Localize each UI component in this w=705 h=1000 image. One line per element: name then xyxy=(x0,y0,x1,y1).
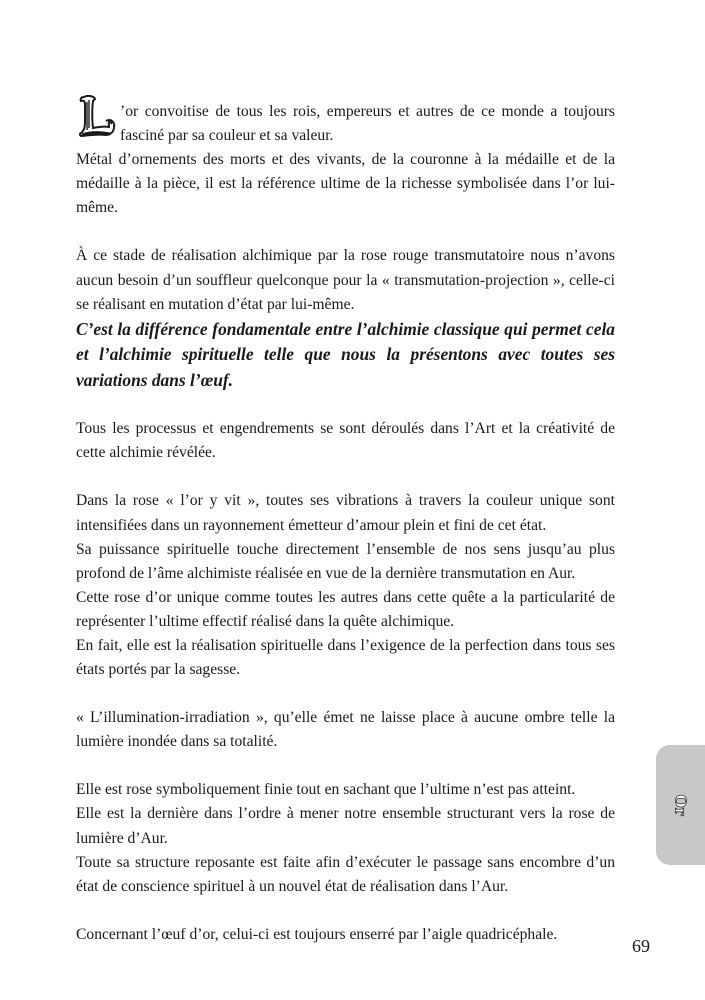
paragraph-4-line-4: En fait, elle est la réalisation spirituelle dans l’exigence de la perfection dans tous ses états portés par la sagesse. xyxy=(76,637,615,679)
page-number: 69 xyxy=(632,936,650,956)
paragraph-1 xyxy=(76,94,615,148)
paragraph-5: « L’illumination-irradiation », qu’elle émet ne laisse place à aucune ombre telle la lumière inondée dans sa totalité. xyxy=(76,709,615,751)
paragraph-6-line-1: Elle est rose symboliquement finie tout en sachant que l’ultime n’est pas atteint. xyxy=(76,781,576,799)
paragraph-4-line-2: Sa puissance spirituelle touche directement l’ensemble de nos sens jusqu’au plus profond de l’âme alchimiste réalisée en vue de la dernière transmutation en Aur. xyxy=(76,540,615,582)
paragraph-2-emphasis: C’est la différence fondamentale entre l’alchimie classique qui permet cela et l’alchimie spirituelle telle que nous la présentons avec toutes ses variations dans l’œuf. xyxy=(76,318,615,390)
paragraph-6-line-3: Toute sa structure reposante est faite afin d’exécuter le passage sans encombre d’un état de conscience spirituel à un nouvel état de réalisation dans l’Aur. xyxy=(76,853,615,895)
paragraph-4-line-1: Dans la rose « l’or y vit », toutes ses vibrations à travers la couleur unique sont intensifiées dans un rayonnement émetteur d’amour plein et fini de cet état. xyxy=(76,492,615,534)
paragraph-3: Tous les processus et engendrements se sont déroulés dans l’Art et la créativité de cette alchimie révélée. xyxy=(76,420,615,462)
paragraph-7: Concernant l’œuf d’or, celui-ci est toujours enserré par l’aigle quadricéphale. xyxy=(76,925,558,943)
paragraph-2: À ce stade de réalisation alchimique par la rose rouge transmutatoire nous n’avons aucun besoin d’un souffleur quelconque pour la « transmutation-projection », celle-ci se réalisant en mutation d’état par lui-même. xyxy=(76,247,615,313)
paragraph-6-line-2: Elle est la dernière dans l’ordre à mener notre ensemble structurant vers la rose de lumière d’Aur. xyxy=(76,805,615,847)
paragraph-4-line-3: Cette rose d’or unique comme toutes les autres dans cette quête a la particularité de représenter l’ultime effectif réalisé dans la quête alchimique. xyxy=(76,588,615,630)
chapter-thumb-tab xyxy=(656,745,705,865)
chapter-tab-label: Or xyxy=(671,794,690,816)
paragraph-1b: Métal d’ornements des morts et des vivants, de la couronne à la médaille et de la médaille à la pièce, il est la référence ultime de la richesse symbolisée dans l’or lui-même. xyxy=(76,151,615,217)
decorative-dropcap xyxy=(76,94,118,136)
paragraph-1-text: ’or convoitise de tous les rois, empereurs et autres de ce monde a toujours fasciné par sa couleur et sa valeur. xyxy=(120,103,615,145)
illuminated-letter-l-icon xyxy=(76,94,118,138)
body-text xyxy=(76,94,615,947)
